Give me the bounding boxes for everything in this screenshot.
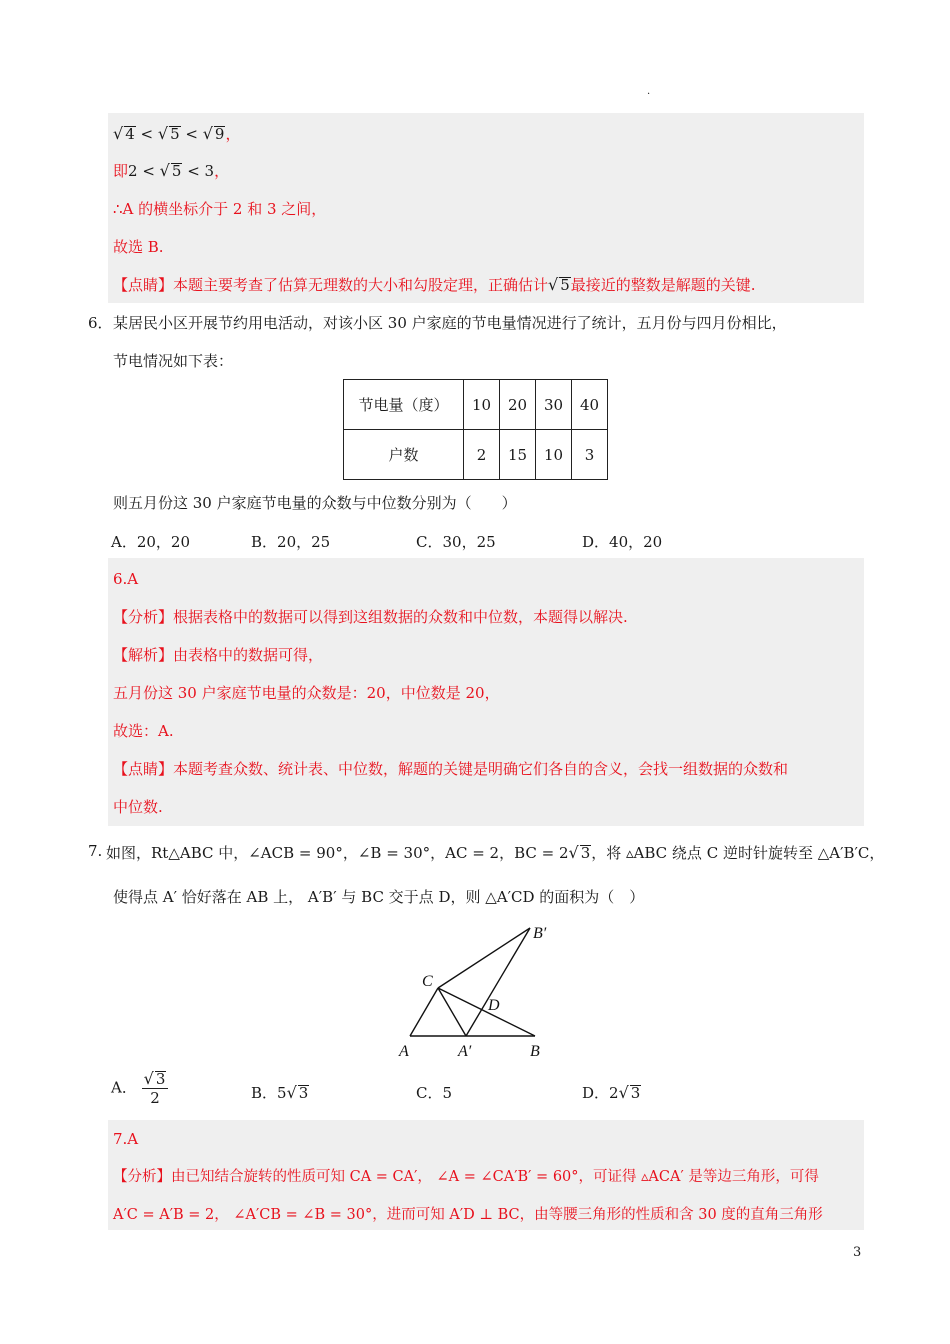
page-number: 3 <box>853 1245 862 1260</box>
q6-option-c[interactable]: C．30，25 <box>416 533 496 551</box>
q7-stem-line-1: 如图，Rt△ABC 中，∠ACB = 90°，∠B = 30°，AC = 2，BC = 2√ 3，将 ▵ABC 绕点 C 逆时针旋转至 △A′B′C， <box>106 843 885 862</box>
q6-option-b[interactable]: B．20，25 <box>251 533 331 551</box>
top-dot: . <box>647 86 651 97</box>
table-row <box>344 430 608 480</box>
q7-analysis-line-1: 【分析】由已知结合旋转的性质可知 CA = CA′， ∠A = ∠CA′B′ = 60°，可证得 ▵ACA′ 是等边三角形，可得 <box>113 1169 819 1185</box>
q7-stem-line-2: 使得点 A′ 恰好落在 AB 上， A′B′ 与 BC 交于点 D，则 △A′CD 的面积为（ ） <box>113 888 645 906</box>
label-b-prime: B′ <box>533 925 547 942</box>
q6-option-d[interactable]: D．40，20 <box>582 533 663 551</box>
prev-line-4: 故选 B. <box>113 238 164 256</box>
q7-option-a[interactable]: A． $\frac{√ 3}{2}$ <box>111 1070 168 1107</box>
q6-analysis: 【分析】根据表格中的数据可以得到这组数据的众数和中位数，本题得以解决. <box>113 608 628 626</box>
segment-ac <box>410 988 438 1036</box>
prev-comment: 【点睛】本题主要考查了估算无理数的大小和勾股定理，正确估计√ 5最接近的整数是解题的关键. <box>113 275 756 294</box>
table-cell: 3 <box>572 430 608 480</box>
table-cell: 30 <box>536 380 572 430</box>
q7-answer: 7.A <box>113 1130 139 1148</box>
q6-answer: 6.A <box>113 570 139 588</box>
table-header-cell: 户数 <box>344 430 464 480</box>
q6-comment-line-1: 【点睛】本题考查众数、统计表、中位数，解题的关键是明确它们各自的含义，会找一组数据的众数和 <box>113 760 789 778</box>
q6-data-table <box>343 379 608 480</box>
label-d: D <box>488 997 500 1014</box>
q6-number: 6． <box>88 314 113 332</box>
prev-line-3: ∴A 的横坐标介于 2 和 3 之间， <box>113 200 327 218</box>
q7-option-d[interactable]: D．2√ 3 <box>582 1083 641 1102</box>
q7-number: 7. <box>88 842 103 860</box>
q6-solution: 【解析】由表格中的数据可得， <box>113 646 324 664</box>
q6-option-a[interactable]: A．20，20 <box>111 533 191 551</box>
table-cell: 10 <box>464 380 500 430</box>
table-cell: 20 <box>500 380 536 430</box>
label-a-prime: A′ <box>458 1043 472 1060</box>
q7-option-c[interactable]: C．5 <box>416 1084 453 1102</box>
table-cell: 2 <box>464 430 500 480</box>
table-cell: 40 <box>572 380 608 430</box>
table-row <box>344 380 608 430</box>
q6-stem-line-2: 节电情况如下表： <box>113 352 234 370</box>
fraction: $\frac{√ 3}{2}$ <box>142 1070 169 1107</box>
label-a: A <box>399 1043 409 1060</box>
q6-solution-line-2: 五月份这 30 户家庭节电量的众数是：20，中位数是 20， <box>113 684 500 702</box>
q6-question: 则五月份这 30 户家庭节电量的众数与中位数分别为（ ） <box>113 494 517 512</box>
q6-solution-line-3: 故选：A. <box>113 722 174 740</box>
q6-stem-line-1: 某居民小区开展节约用电活动，对该小区 30 户家庭的节电量情况进行了统计，五月份与四月份相比， <box>113 314 787 332</box>
table-header-cell: 节电量（度） <box>344 380 464 430</box>
q7-triangle-figure <box>390 918 560 1063</box>
label-c: C <box>422 973 433 990</box>
prev-line-2: 即2 < √ 5 < 3， <box>113 161 230 180</box>
prev-line-1: √ 4 < √ 5 < √ 9， <box>113 124 241 143</box>
q7-analysis-line-2: A′C = A′B = 2， ∠A′CB = ∠B = 30°，进而可知 A′D ⊥ BC，由等腰三角形的性质和含 30 度的直角三角形 <box>113 1207 823 1223</box>
table-cell: 10 <box>536 430 572 480</box>
segment-a-prime-b-prime <box>466 928 530 1036</box>
q7-option-b[interactable]: B．5√ 3 <box>251 1083 309 1102</box>
segment-cb-prime <box>438 928 530 988</box>
table-cell: 15 <box>500 430 536 480</box>
q6-comment-line-2: 中位数. <box>113 798 163 816</box>
label-b: B <box>530 1043 540 1060</box>
